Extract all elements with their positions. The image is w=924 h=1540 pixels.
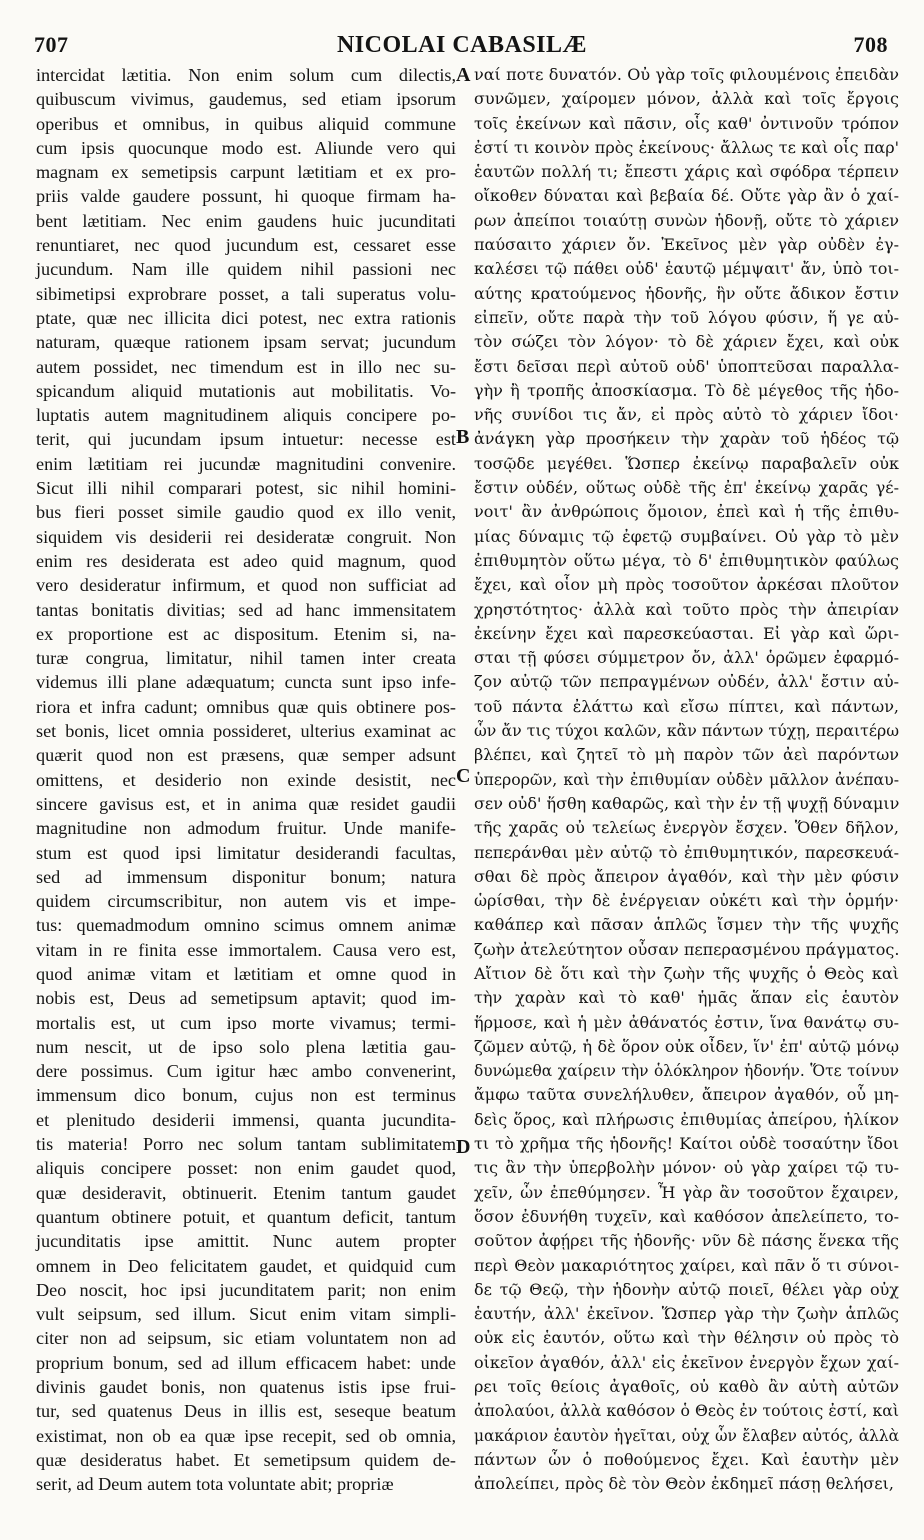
latin-text-line: existimat, non ob ea quæ ipse recepit, sed ob omnia, bbox=[36, 1425, 456, 1446]
latin-text-line: divinis gaudet bonis, non quatenus istis ipse frui- bbox=[36, 1377, 456, 1398]
greek-text-line: ἔστιν οὐδέν, οὕτως οὐδὲ τῆς ἐπ' ἐκείνῳ χαρᾶς γέ- bbox=[474, 478, 899, 498]
greek-text-line: ἔχει, καὶ οἷον μὴ πρὸς τοσοῦτον ἀρκέσαι πλοῦτον bbox=[474, 575, 899, 595]
greek-text-line: μίας δύναμις τῷ ἐφετῷ συμβαίνει. Οὐ γὰρ τὸ μὲν bbox=[474, 526, 899, 546]
greek-text-line: σοῦτον ἀφῄρει τῆς ἡδονῆς· νῦν δὲ πάσης ἕνεκα τῆς bbox=[474, 1231, 899, 1251]
latin-text-line: enim res desiderata est adeo quid magnum, quod bbox=[36, 550, 456, 571]
page-header bbox=[30, 32, 894, 62]
greek-text-line: δε τῷ Θεῷ, τὴν ἡδονὴν αὐτῷ ποιεῖ, θέλει γὰρ οὐχ bbox=[474, 1279, 899, 1299]
latin-text-line: mortalis est, ut cum ipso morte vivamus; termi- bbox=[36, 1012, 456, 1033]
latin-text-line: naturam, quæque rationem ipsam servat; jucundum bbox=[36, 332, 456, 353]
latin-text-line: bent lætitiam. Nec enim gaudens huic jucunditati bbox=[36, 210, 456, 231]
greek-text-line: ἐκείνην ἔχει καὶ παρεσκεύασται. Εἰ γὰρ καὶ ὥρι- bbox=[474, 623, 899, 643]
greek-text-line: χρηστότητος· ἀλλὰ καὶ τοῦτο πρὸς τὴν ἀπειρίαν bbox=[474, 599, 899, 619]
latin-text-line: vult seipsum, sed illum. Sicut enim vitam simpli- bbox=[36, 1304, 456, 1325]
greek-text-line: ἀνάγκη γὰρ προσήκειν τὴν χαρὰν τοῦ ἡδέος τῷ bbox=[474, 429, 899, 449]
greek-text-line: νῆς συνίδοι τις ἄν, εἰ πρὸς αὐτὸ τὸ χάριεν ἴδοι· bbox=[474, 405, 899, 425]
greek-text-line: συνῶμεν, χαίρομεν μόνον, ἀλλὰ καὶ τοῖς ἔργοις bbox=[474, 89, 899, 109]
latin-text-line: magnam ex semetipsis carpunt lætitiam et ex pro- bbox=[36, 162, 456, 183]
latin-text-line: riora et infra cadunt; omnibus quæ quis obtinere pos- bbox=[36, 696, 456, 717]
latin-text-line: quæ desideratus habet. Et semetipsum quidem de- bbox=[36, 1449, 456, 1470]
latin-text-line: videmus illi plane adæquatum; cuncta sunt ipso infe- bbox=[36, 672, 456, 693]
greek-text-line: ζωὴν ἀτελεύτητον οὖσαν πεπερασμένου πράγματος. bbox=[474, 939, 900, 959]
greek-text-line: σεν οὐδ' ἥσθη καθαρῶς, καὶ τὴν ἐν τῇ ψυχῇ δύναμιν bbox=[474, 793, 900, 813]
greek-text-line: αύτης κρατούμενος ἡδονῆς, ἣν οὔτε ἄδικον ἔστιν bbox=[474, 283, 899, 303]
greek-text-line: μακάριον ἑαυτὸν ἡγεῖται, οὐχ ὧν ἔλαβεν αὐτός, ἀλλὰ bbox=[474, 1426, 899, 1445]
latin-text-line: jucunditatis ipse amittit. Nunc autem propter bbox=[36, 1231, 456, 1252]
greek-text-line: ἄμφω ταῦτα συνελήλυθεν, ἄπειρον ἀγαθόν, οὗ μη- bbox=[474, 1085, 899, 1105]
greek-text-line: παύσαιτο χάριεν ὄν. Ἐκεῖνος μὲν γὰρ οὐδὲν ἐγ- bbox=[474, 235, 899, 255]
latin-text-line: tus: quemadmodum omnino scimus omnem animæ bbox=[36, 915, 456, 936]
latin-text-line: nobis est, Deus ad semetipsum aptavit; quod im- bbox=[36, 988, 456, 1009]
greek-text-line: Αἴτιον δὲ ὅτι καὶ τὴν ζωὴν τῆς ψυχῆς ὁ Θεὸς καὶ bbox=[474, 963, 899, 983]
latin-text-line: priis valde gaudere possunt, hi quoque firmam ha- bbox=[36, 186, 456, 207]
greek-text-line: ρει τοῖς θείοις ἀγαθοῖς, οὐ καθὸ ἂν αὐτὴ αὐτῶν bbox=[474, 1377, 899, 1397]
greek-text-line: δυνώμεθα χαίρειν τὴν ὁλόκληρον ἡδονήν. Ὅτε τοίνυν bbox=[474, 1062, 899, 1081]
greek-text-line: ἀπολείπει, πρὸς δὲ τὸν Θεὸν ἐκδημεῖ πάσῃ θελήσει, bbox=[474, 1474, 894, 1494]
latin-text-line: dere possimus. Cum igitur hæc ambo convenerint, bbox=[36, 1061, 456, 1082]
greek-text-line: γὴν ἢ τροπῆς ἀποσκίασμα. Τὸ δὲ μέγεθος τῆς ἡδο- bbox=[474, 380, 899, 400]
latin-text-line: quibuscum vivimus, gaudemus, sed etiam ipsorum bbox=[36, 89, 456, 110]
latin-text-line: citer non ad seipsum, sic etiam voluntatem non ad bbox=[36, 1328, 456, 1349]
greek-text-line: ὡρίσθαι, τὴν δὲ ἐνέργειαν οὐκέτι καὶ τὴν ὁρμήν· bbox=[474, 891, 899, 911]
section-marker-a: A bbox=[456, 64, 471, 86]
greek-text-line: οἴκοθεν δύναται καὶ βεβαία δέ. Οὔτε γὰρ ἂν ὁ χαί- bbox=[474, 186, 899, 206]
greek-text-line: πεπεράνθαι μὲν αὐτῷ τὸ ἐπιθυμητικόν, παρεσκευά- bbox=[474, 842, 899, 862]
latin-text-line: tis materia! Porro nec solum tantam sublimitatem bbox=[36, 1134, 456, 1155]
greek-text-line: οὐκ εἰς ἑαυτόν, οὕτω καὶ τὴν θέλησιν οὐ πρὸς τὸ bbox=[474, 1328, 899, 1348]
section-marker-b: B bbox=[456, 426, 470, 448]
latin-text-line: vitam in re finita esse immortalem. Causa vero est, bbox=[36, 939, 456, 960]
greek-text-line: σθαι δὲ πρὸς ἄπειρον ἀγαθόν, καὶ τὴν μὲν φύσιν bbox=[474, 866, 899, 886]
greek-text-line: ἀπολαύοι, ἀλλὰ καθόσον ὁ Θεὸς ἐν τούτοις ἐστί, καὶ bbox=[474, 1401, 899, 1421]
greek-text-line: ὧν ἄν τις τύχοι καλῶν, κἂν πάντων τύχῃ, περαιτέρω bbox=[474, 721, 899, 741]
section-marker-c: C bbox=[456, 765, 471, 787]
latin-text-line: aliquis concipere posset: non enim gaudet quod, bbox=[36, 1158, 456, 1179]
greek-text-line: χεῖν, ὧν ἐπεθύμησεν. Ἦ γὰρ ἂν τοσοῦτον ἔχαιρεν, bbox=[474, 1182, 899, 1202]
greek-text-line: ἐστί τι κοινὸν πρὸς ἐκείνους· ἄλλως τε καὶ οἷς παρ' bbox=[474, 137, 899, 157]
latin-text-line: jucundum. Nam ille quidem nihil passioni nec bbox=[36, 259, 456, 280]
latin-text-line: omnem in Deo felicitatem gaudet, et quidquid cum bbox=[36, 1255, 456, 1276]
greek-text-line: ναί ποτε δυνατόν. Οὐ γὰρ τοῖς φιλουμένοις ἐπειδὰν bbox=[474, 65, 899, 84]
latin-column bbox=[36, 63, 456, 1497]
latin-text-line: luptatis autem magnitudinem aliquis concipere po- bbox=[36, 405, 456, 426]
greek-text-line: σται τῇ φύσει σύμμετρον ὄν, ἀλλ' ὁρῶμεν ἐφαρμό- bbox=[474, 648, 899, 668]
latin-text-line: sed ad immensum disponitur bonum; natura bbox=[36, 866, 456, 887]
greek-text-line: ὑπερορῶν, καὶ τὴν ἐπιθυμίαν οὐδὲν μᾶλλον ἀνέπαυ- bbox=[474, 769, 899, 789]
greek-text-line: τοσῷδε μεγέθει. Ὥσπερ ἐκείνῳ παραβαλεῖν οὐκ bbox=[474, 453, 899, 473]
latin-text-line: turæ congrua, limitatur, nihil tamen inter creata bbox=[36, 648, 456, 669]
greek-text-line: δεὶς ὅρος, καὶ πλήρωσις ἐπιθυμίας ἀπείρου, ἡλίκον bbox=[474, 1109, 899, 1129]
greek-text-line: καλέσει τῷ πάθει οὐδ' ἑαυτῷ μέμψαιτ' ἄν, ὑπὸ τοι- bbox=[474, 259, 899, 279]
latin-text-line: siquidem vis desiderii rei desideratæ congruit. Non bbox=[36, 526, 456, 547]
greek-text-line: πάντων ὧν ὁ ποθούμενος ἔχει. Καὶ ἑαυτὴν μὲν bbox=[474, 1449, 899, 1469]
latin-text-line: Sicut illi nihil comparari potest, sic nihil homini- bbox=[36, 478, 456, 499]
latin-text-line: ptate, quæ nec illicita dici potest, nec extra rationis bbox=[36, 307, 456, 328]
latin-text-line: num nescit, ut de ipso solo plena lætitia gau- bbox=[36, 1036, 456, 1057]
greek-text-line: ρων ἀπείποι τοιαύτῃ συνὼν ἡδονῇ, οὔτε τὸ χάριεν bbox=[474, 210, 899, 230]
greek-text-line: τοῦ πάντα ἐλάττω καὶ εἴσω πίπτει, καὶ πάντων, bbox=[474, 696, 899, 716]
greek-text-line: τῆς χαρᾶς οὐ τελείως ἐνεργὸν ἔσχεν. Ὅθεν δῆλον, bbox=[474, 818, 899, 838]
greek-text-line: ὅσον ἐδυνήθη τυχεῖν, καὶ καθόσον ἀπελείπετο, το- bbox=[474, 1206, 899, 1226]
latin-text-line: immensum dico bonum, cujus non est terminus bbox=[36, 1085, 456, 1106]
latin-text-line: proprium bonum, sed ad illum efficacem habet: unde bbox=[36, 1352, 456, 1373]
latin-text-line: quæ desideravit, obtinuerit. Etenim tantum gaudet bbox=[36, 1182, 456, 1203]
greek-text-line: νοιτ' ἂν ἀνθρώποις ὅμοιον, ἐπεὶ καὶ ἡ τῆς ἐπιθυ- bbox=[474, 502, 899, 522]
latin-text-line: stum est quod ipsi limitatur desiderandi facultas, bbox=[36, 842, 456, 863]
latin-text-line: Deo noscit, hoc ipsi jucunditatem parit; non enim bbox=[36, 1279, 456, 1300]
latin-text-line: quod animæ vitam et lætitiam et omne quod in bbox=[36, 963, 456, 984]
latin-text-line: bus fieri posset simile gaudio quod ex illo venit, bbox=[36, 502, 456, 523]
greek-text-line: ἥρμοσε, καὶ ἡ μὲν ἀθάνατός ἐστιν, ἵνα θανάτῳ συ- bbox=[474, 1012, 899, 1032]
latin-text-line: ex proportione est ac dispositum. Etenim si, na- bbox=[36, 623, 456, 644]
greek-text-line: τις ἂν τὴν ὑπερβολὴν μόνον· οὐ γὰρ χαίρει τῷ τυ- bbox=[474, 1158, 899, 1178]
page-number-right: 708 bbox=[853, 32, 888, 57]
greek-text-line: τὸν σώζει τὸν λόγον· τὸ δὲ χάριεν ἔχει, καὶ οὐκ bbox=[474, 332, 899, 352]
greek-text-line: βλέπει, καὶ ζητεῖ τὸ μὴ παρὸν τῶν ἀεὶ παρόντων bbox=[474, 745, 899, 765]
latin-text-line: operibus et omnibus, in quibus aliquid commune bbox=[36, 113, 456, 134]
greek-text-line: τὴν χαρὰν καὶ τὸ καθ' ἡμᾶς ἅπαν εἰς ἑαυτὸν bbox=[474, 988, 899, 1008]
greek-text-line: τοῖς ἐκείνων καὶ πᾶσιν, οἷς καθ' ὀντινοῦν τρόπον bbox=[474, 113, 899, 133]
latin-text-line: enim lætitiam rei jucundæ magnitudini convenire. bbox=[36, 453, 456, 474]
latin-text-line: sibimetipsi exprobrare posset, a tali superatus volu- bbox=[36, 283, 456, 304]
greek-text-line: ἑαυτῶν πολλή τι; ἔπεστι χάρις καὶ σφόδρα τέρπειν bbox=[474, 162, 899, 182]
latin-text-line: quidem circumscribitur, non autem vis et impe- bbox=[36, 891, 456, 912]
latin-text-line: vero desideratur infirmum, et quod non sufficiat ad bbox=[36, 575, 456, 596]
greek-text-line: εἰπεῖν, οὔτε παρὰ τὴν τοῦ λόγου φύσιν, ἥ γε αὐ- bbox=[474, 307, 899, 327]
greek-text-line: ζῶμεν αὐτῷ, ἡ δὲ ὅρον οὐκ οἶδεν, ἵν' ἐπ' αὐτῷ μόνῳ bbox=[474, 1036, 899, 1056]
greek-text-line: καθάπερ καὶ πᾶσαν ἁπλῶς ἴσμεν τὴν τῆς ψυχῆς bbox=[474, 915, 899, 935]
latin-text-line: quærit quod non est præsens, quæ semper adsunt bbox=[36, 745, 456, 766]
greek-text-line: περὶ Θεὸν μακαριότητος χαίρει, καὶ πᾶν ὅ τι σύνοι- bbox=[474, 1255, 899, 1275]
latin-text-line: et plenitudo desiderii immensi, quanta jucundita- bbox=[36, 1109, 456, 1130]
latin-text-line: sincere gavisus est, et in anima quæ residet gaudii bbox=[36, 793, 456, 814]
latin-text-line: autem possidet, nec timendum est in illo nec su- bbox=[36, 356, 456, 377]
latin-text-line: magnitudine non admodum fruitur. Unde manife- bbox=[36, 818, 456, 839]
greek-text-line: ἔστι δεῖσαι περὶ αὐτοῦ οὐδ' ὑποπτεῦσαι παραλλα- bbox=[474, 356, 899, 376]
greek-column bbox=[474, 63, 899, 1497]
greek-text-line: ζον αὐτῷ τῶν πεπραγμένων οὐδέν, ἀλλ' ἔστιν αὐ- bbox=[474, 672, 899, 692]
section-marker-d: D bbox=[456, 1136, 471, 1158]
latin-text-line: set bonis, licet omnia possideret, ulterius examinat ac bbox=[36, 721, 456, 742]
greek-text-line: οἰκεῖον ἀγαθόν, ἀλλ' εἰς ἐκεῖνον ἐνεργὸν ἔχων χαί- bbox=[474, 1352, 899, 1372]
greek-text-line: τι τὸ χρῆμα τῆς ἡδονῆς! Καίτοι οὐδὲ τοσαύτην ἴδοι bbox=[474, 1134, 899, 1154]
latin-text-line: intercidat lætitia. Non enim solum cum dilectis, bbox=[36, 65, 456, 85]
latin-text-line: serit, ad Deum autem tota voluntate abit; propriæ bbox=[36, 1474, 394, 1495]
latin-text-line: renuntiaret, nec quod jucundum est, cessaret esse bbox=[36, 235, 456, 256]
greek-text-line: ἑαυτήν, ἀλλ' ἐκεῖνον. Ὥσπερ γὰρ τὴν ζωὴν ἁπλῶς bbox=[474, 1304, 899, 1324]
running-title: NICOLAI CABASILÆ bbox=[336, 32, 588, 58]
greek-text-line: ἐπιθυμητὸν οὕτω μέγα, τὸ δ' ἐπιθυμητικὸν φαύλως bbox=[474, 550, 899, 570]
latin-text-line: tantas bonitatis divitias; sed ad hanc immensitatem bbox=[36, 599, 456, 620]
latin-text-line: cum ipsis quocunque modo est. Aliunde vero qui bbox=[36, 137, 456, 158]
page-number-left: 707 bbox=[34, 32, 69, 57]
latin-text-line: tur, sed quatenus Deus in illis est, seseque beatum bbox=[36, 1401, 456, 1422]
latin-text-line: quantum obtinere potuit, et quantum deficit, tantum bbox=[36, 1206, 456, 1227]
latin-text-line: spicandum aliquid mutationis aut mobilitatis. Vo- bbox=[36, 380, 456, 401]
latin-text-line: omittens, et desiderio non exinde desistit, nec bbox=[36, 769, 456, 790]
latin-text-line: terit, qui jucundam ipsum intuetur: necesse est bbox=[36, 429, 456, 450]
